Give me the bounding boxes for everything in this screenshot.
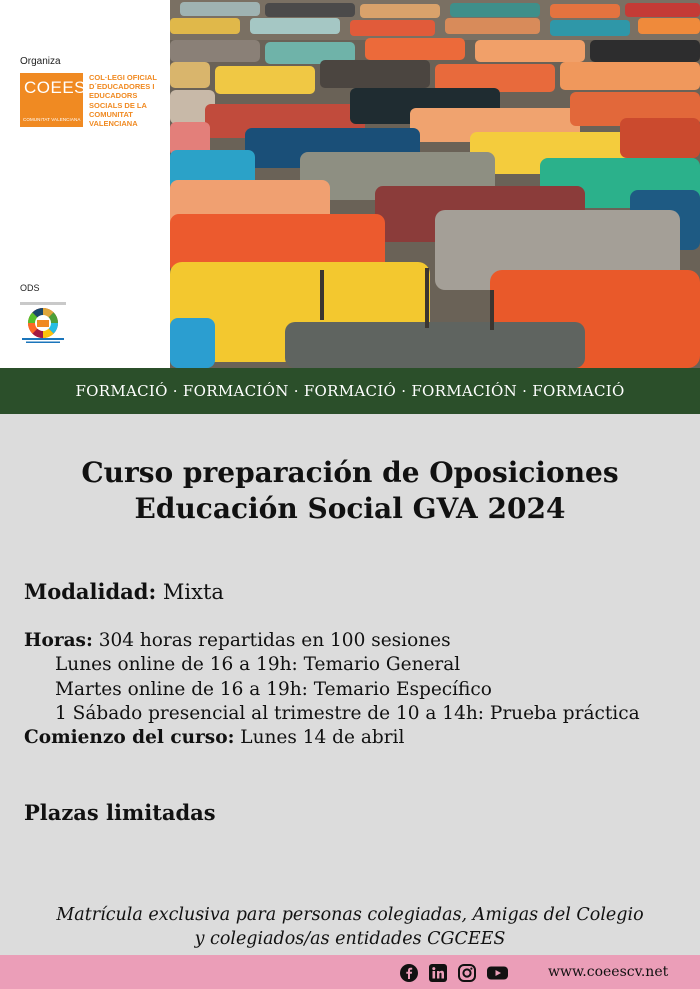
horas-line — [24, 629, 451, 653]
course-title — [0, 455, 700, 527]
schedule-saturday: 1 Sábado presencial al trimestre de 10 a 14h: Prueba práctica — [55, 703, 640, 724]
schedule-tuesday: Martes online de 16 a 19h: Temario Específico — [55, 679, 492, 700]
facebook-icon[interactable] — [400, 964, 418, 982]
modalidad-line — [24, 580, 224, 604]
modalidad-label: Modalidad: — [24, 579, 157, 604]
organizer-name-line: VALENCIANA — [89, 119, 138, 129]
instagram-icon[interactable] — [458, 964, 476, 982]
horas-value: 304 horas repartidas en 100 sesiones — [98, 630, 451, 651]
organizer-name — [89, 73, 167, 128]
logo-subtitle: COMUNITAT VALENCIANA — [23, 117, 81, 122]
comienzo-value: Lunes 14 de abril — [240, 727, 405, 748]
organizer-name-line: EDUCADORS — [89, 91, 138, 101]
note-line-1: Matrícula exclusiva para personas colegiadas, Amigas del Colegio — [56, 905, 644, 925]
organizer-panel — [0, 0, 170, 368]
organizer-name-line: COL·LEGI OFICIAL — [89, 73, 157, 82]
footer-strip — [0, 955, 700, 989]
title-line-1: Curso preparación de Oposiciones — [81, 456, 619, 489]
formacion-band: FORMACIÓ · FORMACIÓN · FORMACIÓ · FORMACIÓN · FORMACIÓ — [0, 368, 700, 414]
ods-logo — [20, 298, 66, 344]
title-line-2: Educación Social GVA 2024 — [134, 492, 566, 525]
youtube-icon[interactable] — [487, 964, 508, 982]
organizer-name-line: SOCIALS DE LA — [89, 100, 147, 110]
horas-label: Horas: — [24, 630, 93, 651]
comienzo-label: Comienzo del curso: — [24, 727, 235, 748]
logo-acronym: COEES — [24, 78, 87, 97]
organizer-name-line: COMUNITAT — [89, 109, 133, 119]
schedule-monday: Lunes online de 16 a 19h: Temario General — [55, 654, 461, 675]
sdg-wheel-icon — [20, 302, 66, 340]
ods-caption-icon — [20, 338, 66, 344]
coees-logo — [20, 73, 87, 127]
organiza-label: Organiza — [20, 56, 61, 67]
colorful-chairs-photo — [170, 0, 700, 368]
website-link[interactable]: www.coeescv.net — [548, 964, 669, 980]
comienzo-line — [24, 726, 404, 750]
organizer-name-line: D´EDUCADORES I — [89, 82, 155, 92]
linkedin-icon[interactable] — [429, 964, 447, 982]
modalidad-value: Mixta — [162, 580, 224, 604]
note-line-2: y colegiados/as entidades CGCEES — [194, 929, 506, 949]
ods-label: ODS — [20, 283, 40, 293]
enrollment-note — [0, 903, 700, 951]
plazas-limitadas: Plazas limitadas — [24, 800, 216, 825]
header-area — [0, 0, 700, 368]
